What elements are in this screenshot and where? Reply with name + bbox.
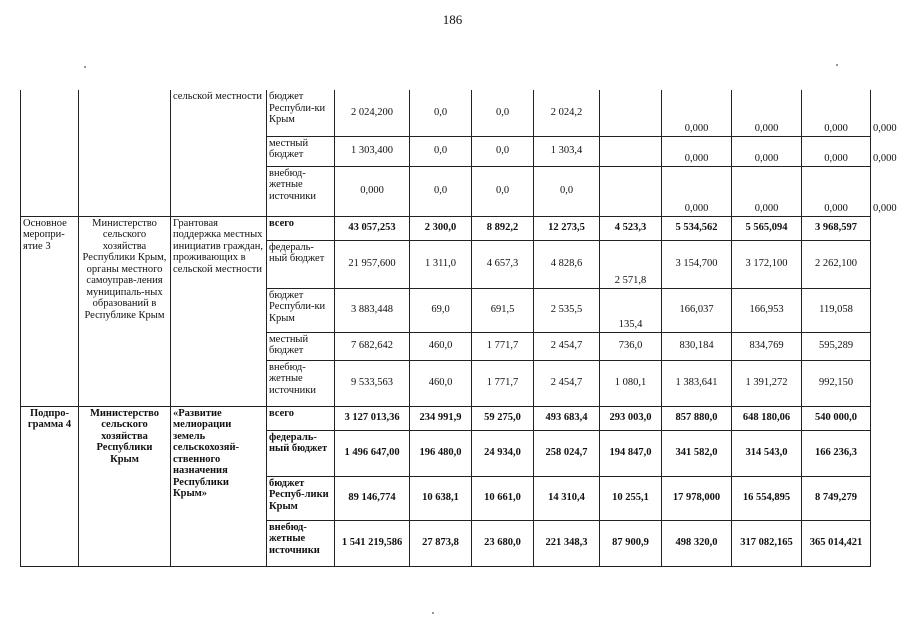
value-cell: 43 057,253 — [335, 216, 410, 240]
value-cell: 857 880,0 — [662, 406, 732, 430]
value-cell: 3 127 013,36 — [335, 406, 410, 430]
scan-speck — [432, 612, 434, 614]
value-cell: 196 480,0 — [410, 430, 472, 476]
value-cell: 135,4 — [600, 288, 662, 332]
value-cell: 2 454,7 — [534, 360, 600, 406]
value-cell: 0,0 — [410, 136, 472, 166]
value-cell: 194 847,0 — [600, 430, 662, 476]
value-cell: 314 543,0 — [732, 430, 802, 476]
value-cell: 3 883,448 — [335, 288, 410, 332]
value-cell: 1 541 219,586 — [335, 520, 410, 566]
funding-source-cell: федераль-ный бюджет — [267, 430, 335, 476]
value-cell: 17 978,000 — [662, 476, 732, 520]
value-cell: 69,0 — [410, 288, 472, 332]
value-cell: 0,0 — [534, 166, 600, 216]
funding-source-cell: внебюд-жетные источники — [267, 360, 335, 406]
value-cell: 0,000 — [802, 136, 871, 166]
value-cell: 23 680,0 — [472, 520, 534, 566]
value-cell: 0,000 — [662, 166, 732, 216]
value-cell: 7 682,642 — [335, 332, 410, 360]
value-cell: 5 534,562 — [662, 216, 732, 240]
value-cell: 1 771,7 — [472, 332, 534, 360]
value-cell: 0,000 — [662, 136, 732, 166]
event-cell: «Развитие мелиорации земель сельскохозяй-ственного назначения Республики Крым» — [171, 406, 267, 566]
value-cell: 2 454,7 — [534, 332, 600, 360]
value-cell: 2 571,8 — [600, 240, 662, 288]
value-cell: 1 311,0 — [410, 240, 472, 288]
funding-source-cell: внебюд-жетные источники — [267, 166, 335, 216]
value-cell: 12 273,5 — [534, 216, 600, 240]
program-name-cell: Подпро-грамма 4 — [21, 406, 79, 566]
value-cell: 14 310,4 — [534, 476, 600, 520]
value-cell: 460,0 — [410, 360, 472, 406]
value-cell: 4 523,3 — [600, 216, 662, 240]
program-name-cell: Основное меропри-ятие 3 — [21, 216, 79, 406]
table-row: сельской местности бюджет Республи-ки Крым 2 024,200 0,0 0,0 2 024,2 0,000 0,000 0,000 0,000 — [21, 90, 871, 136]
scan-speck — [84, 66, 86, 68]
value-cell: 0,000 — [802, 90, 871, 136]
value-cell: 4 657,3 — [472, 240, 534, 288]
table-row — [21, 216, 871, 240]
value-cell: 1 303,400 — [335, 136, 410, 166]
funding-source-cell: местный бюджет — [267, 136, 335, 166]
value-cell: 0,0 — [472, 136, 534, 166]
value-cell: 3 968,597 — [802, 216, 871, 240]
value-cell: 1 383,641 — [662, 360, 732, 406]
value-cell: 2 300,0 — [410, 216, 472, 240]
value-cell: 498 320,0 — [662, 520, 732, 566]
value-cell: 27 873,8 — [410, 520, 472, 566]
value-cell: 166,037 — [662, 288, 732, 332]
value-cell: 293 003,0 — [600, 406, 662, 430]
value-cell: 0,0 — [410, 166, 472, 216]
value-cell: 234 991,9 — [410, 406, 472, 430]
budget-table — [20, 90, 897, 567]
value-cell: 648 180,06 — [732, 406, 802, 430]
funding-source-cell: местный бюджет — [267, 332, 335, 360]
value-cell: 0,000 — [732, 166, 802, 216]
event-cell: Грантовая поддержка местных инициатив граждан, проживающих в сельской местности — [171, 216, 267, 406]
value-cell: 8 892,2 — [472, 216, 534, 240]
value-cell: 1 080,1 — [600, 360, 662, 406]
value-cell: 1 303,4 — [534, 136, 600, 166]
value-cell: 9 533,563 — [335, 360, 410, 406]
value-cell: 691,5 — [472, 288, 534, 332]
value-cell: 830,184 — [662, 332, 732, 360]
value-cell: 21 957,600 — [335, 240, 410, 288]
funding-source-cell: внебюд-жетные источники — [267, 520, 335, 566]
value-cell: 10 638,1 — [410, 476, 472, 520]
event-cell: сельской местности — [171, 90, 267, 216]
funding-source-cell: бюджет Республи-ки Крым — [267, 288, 335, 332]
value-cell: 493 683,4 — [534, 406, 600, 430]
value-cell: 3 154,700 — [662, 240, 732, 288]
value-cell: 5 565,094 — [732, 216, 802, 240]
table-row: внебюд-жетные источники 0,000 0,0 0,0 0,0 0,000 0,000 0,000 0,000 — [21, 166, 871, 216]
value-cell: 1 771,7 — [472, 360, 534, 406]
value-cell: 16 554,895 — [732, 476, 802, 520]
value-cell: 317 082,165 — [732, 520, 802, 566]
value-cell: 10 255,1 — [600, 476, 662, 520]
value-cell: 1 391,272 — [732, 360, 802, 406]
value-cell: 1 496 647,00 — [335, 430, 410, 476]
responsible-cell: Министерство сельского хозяйства Республики Крым — [79, 406, 171, 566]
funding-source-cell: всего — [267, 406, 335, 430]
table-row — [21, 406, 871, 430]
value-cell — [600, 136, 662, 166]
value-cell: 119,058 — [802, 288, 871, 332]
value-cell: 2 262,100 — [802, 240, 871, 288]
funding-source-cell: бюджет Респуб-лики Крым — [267, 476, 335, 520]
value-cell: 0,0 — [472, 90, 534, 136]
value-cell: 3 172,100 — [732, 240, 802, 288]
value-cell: 365 014,421 — [802, 520, 871, 566]
value-cell: 221 348,3 — [534, 520, 600, 566]
value-cell: 0,000 — [732, 90, 802, 136]
responsible-cell — [79, 90, 171, 216]
table-row: местный бюджет 1 303,400 0,0 0,0 1 303,4 0,000 0,000 0,000 0,000 — [21, 136, 871, 166]
value-cell: 24 934,0 — [472, 430, 534, 476]
value-cell: 0,000 — [732, 136, 802, 166]
value-cell: 460,0 — [410, 332, 472, 360]
scan-speck — [836, 64, 838, 66]
value-cell: 166 236,3 — [802, 430, 871, 476]
value-cell: 540 000,0 — [802, 406, 871, 430]
value-cell: 2 535,5 — [534, 288, 600, 332]
value-cell: 0,0 — [472, 166, 534, 216]
value-cell: 0,000 — [662, 90, 732, 136]
value-cell: 87 900,9 — [600, 520, 662, 566]
value-cell: 258 024,7 — [534, 430, 600, 476]
value-cell — [600, 166, 662, 216]
funding-source-cell: федераль-ный бюджет — [267, 240, 335, 288]
value-cell: 595,289 — [802, 332, 871, 360]
value-cell: 166,953 — [732, 288, 802, 332]
funding-source-cell: бюджет Республи-ки Крым — [267, 90, 335, 136]
value-cell: 736,0 — [600, 332, 662, 360]
value-cell: 341 582,0 — [662, 430, 732, 476]
value-cell: 59 275,0 — [472, 406, 534, 430]
responsible-cell: Министерство сельского хозяйства Республики Крым, органы местного самоуправ-ления муниципаль-ных образований в Республике Крым — [79, 216, 171, 406]
page-number: 186 — [442, 12, 463, 27]
value-cell: 10 661,0 — [472, 476, 534, 520]
value-cell: 89 146,774 — [335, 476, 410, 520]
value-cell: 0,000 — [802, 166, 871, 216]
value-cell — [600, 90, 662, 136]
value-cell: 834,769 — [732, 332, 802, 360]
value-cell: 0,000 — [335, 166, 410, 216]
funding-source-cell: всего — [267, 216, 335, 240]
value-cell: 8 749,279 — [802, 476, 871, 520]
value-cell: 2 024,200 — [335, 90, 410, 136]
value-cell: 2 024,2 — [534, 90, 600, 136]
value-cell: 4 828,6 — [534, 240, 600, 288]
program-name-cell — [21, 90, 79, 216]
value-cell: 992,150 — [802, 360, 871, 406]
value-cell: 0,0 — [410, 90, 472, 136]
